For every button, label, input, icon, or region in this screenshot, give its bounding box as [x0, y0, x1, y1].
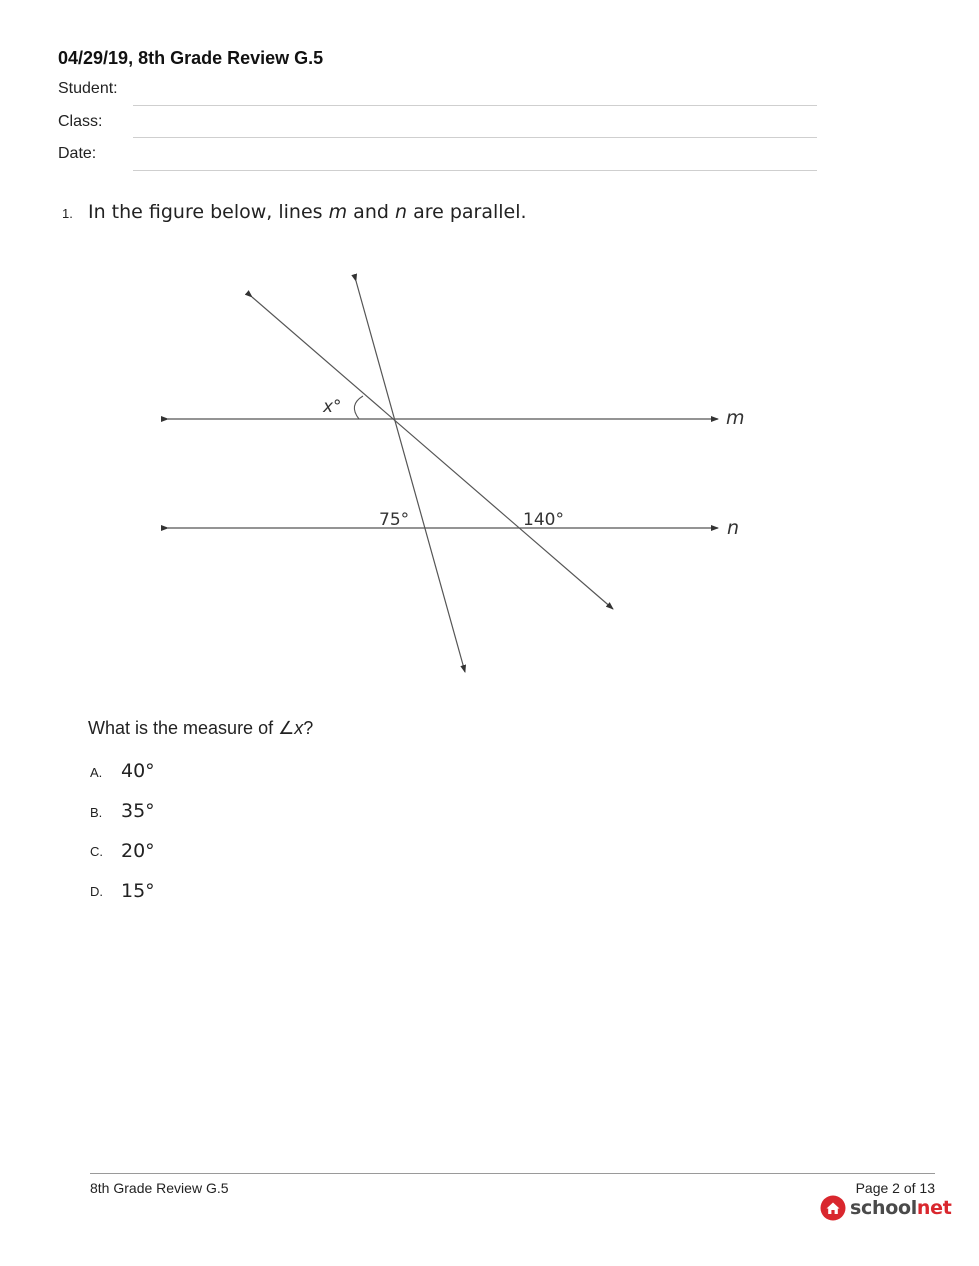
- choice-a-text[interactable]: 40°: [121, 760, 155, 782]
- house-icon: [820, 1195, 846, 1221]
- page-number: Page 2 of 13: [855, 1180, 935, 1196]
- stem-prefix: In the figure below, lines: [88, 201, 323, 223]
- label-m: m: [726, 407, 745, 429]
- logo-school-text: school: [850, 1197, 917, 1219]
- stem-suffix: are parallel.: [413, 201, 527, 223]
- parallel-lines-figure: [150, 270, 770, 690]
- label-75: 75°: [379, 510, 410, 530]
- student-line: [133, 105, 817, 106]
- label-n: n: [727, 517, 740, 539]
- footer-divider: [90, 1173, 935, 1174]
- label-140: 140°: [523, 510, 564, 530]
- var-m: m: [328, 201, 348, 223]
- student-label: Student:: [58, 80, 118, 97]
- transversal-steep: [356, 281, 465, 672]
- logo-net-text: net: [916, 1197, 952, 1219]
- schoolnet-logo: [820, 1195, 952, 1221]
- choice-c-text[interactable]: 20°: [121, 840, 155, 862]
- worksheet-title: 04/29/19, 8th Grade Review G.5: [58, 48, 324, 68]
- class-line: [133, 137, 817, 138]
- prompt-var: x: [294, 718, 304, 738]
- question-prompt: [88, 718, 313, 739]
- choice-a-letter: A.: [90, 765, 103, 780]
- label-x: x°: [323, 397, 342, 417]
- choice-d-text[interactable]: 15°: [121, 880, 155, 902]
- prompt-prefix: What is the measure of ∠: [88, 718, 295, 738]
- var-n: n: [394, 201, 408, 223]
- stem-and: and: [353, 201, 389, 223]
- choice-b-text[interactable]: 35°: [121, 800, 155, 822]
- class-label: Class:: [58, 113, 103, 130]
- date-line: [133, 170, 817, 171]
- date-label: Date:: [58, 145, 97, 162]
- footer-title: 8th Grade Review G.5: [90, 1180, 229, 1196]
- question-number: 1.: [62, 206, 73, 221]
- choice-c-letter: C.: [90, 844, 103, 859]
- question-stem: [88, 201, 527, 223]
- choice-d-letter: D.: [90, 884, 103, 899]
- choice-b-letter: B.: [90, 805, 103, 820]
- angle-x-arc: [354, 396, 363, 419]
- transversal-diagonal: [252, 297, 613, 609]
- prompt-suffix: ?: [303, 718, 314, 738]
